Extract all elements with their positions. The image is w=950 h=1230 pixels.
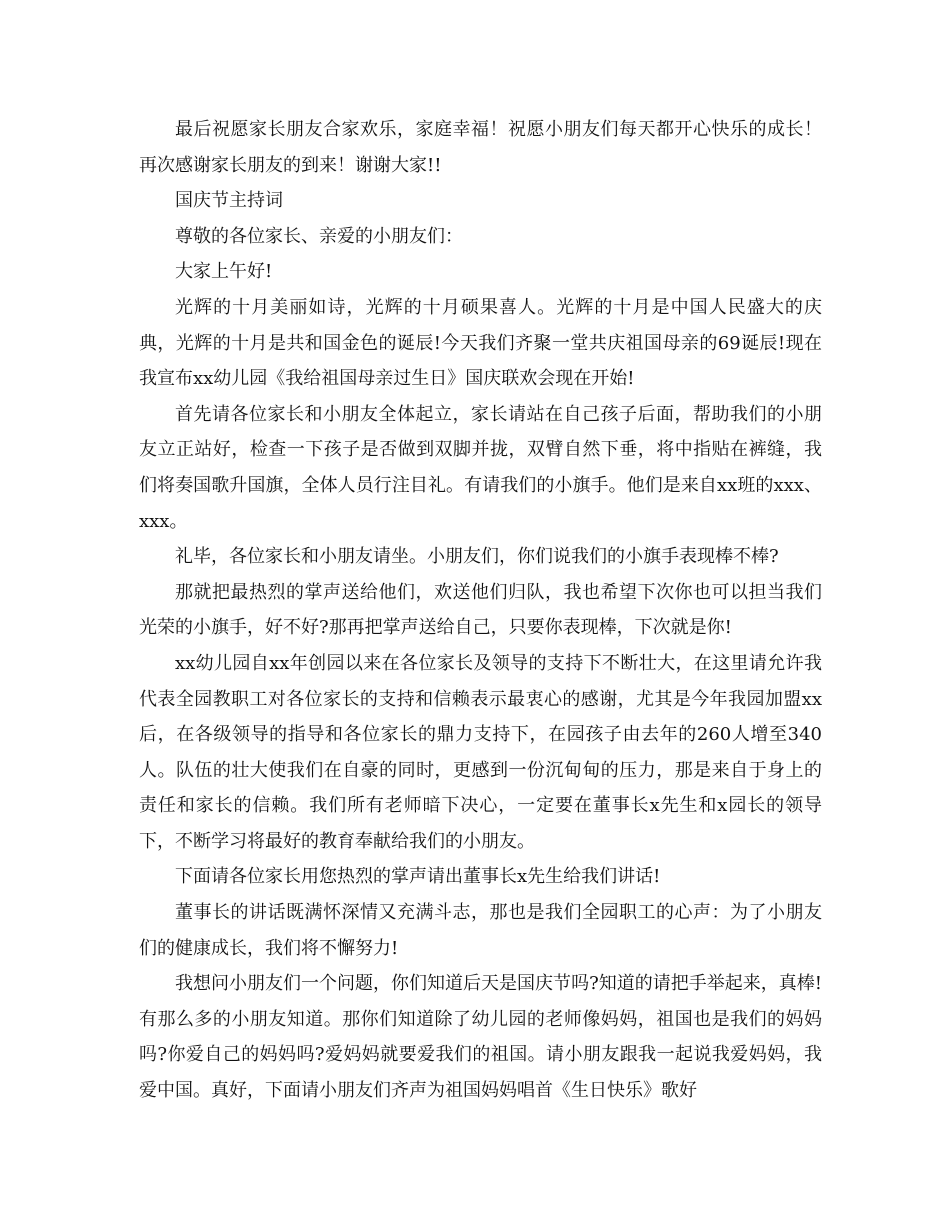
paragraph-chairman-speech: 董事长的讲话既满怀深情又充满斗志，那也是我们全园职工的心声：为了小朋友们的健康成长，我们将不懈努力! (139, 902, 822, 959)
paragraph-kindergarten-growth: xx幼儿园自xx年创园以来在各位家长及领导的支持下不断壮大，在这里请允许我代表全园教职工对各位家长的支持和信赖表示最衷心的感谢，尤其是今年我园加盟xx后，在各级领导的指导和各位家长的鼎力支持下，在园孩子由去年的260人增至340人。队伍的壮大使我们在自豪的同时，更感到一份沉甸甸的压力，那是来自于身上的责任和家长的信赖。我们所有老师暗下决心，一定要在董事长x先生和x园长的领导下，不断学习将最好的教育奉献给我们的小朋友。 (139, 652, 822, 852)
section-title: 国庆节主持词 (175, 190, 283, 212)
paragraph-closing-wishes: 最后祝愿家长朋友合家欢乐，家庭幸福！祝愿小朋友们每天都开心快乐的成长！再次感谢家长朋友的到来！谢谢大家!! (139, 119, 822, 176)
paragraph-flag-ceremony: 首先请各位家长和小朋友全体起立，家长请站在自己孩子后面，帮助我们的小朋友立正站好，检查一下孩子是否做到双脚并拢，双臂自然下垂，将中指贴在裤缝，我们将奏国歌升国旗，全体人员行注目礼。有请我们的小旗手。他们是来自xx班的xxx、xxx。 (139, 403, 822, 532)
paragraph-applause: 那就把最热烈的掌声送给他们，欢送他们归队，我也希望下次你也可以担当我们光荣的小旗手，好不好?那再把掌声送给自己，只要你表现棒，下次就是你! (139, 581, 822, 639)
paragraph-chairman-invite: 下面请各位家长用您热烈的掌声请出董事长x先生给我们讲话! (175, 866, 661, 888)
paragraph-question-children: 我想问小朋友们一个问题，你们知道后天是国庆节吗?知道的请把手举起来，真棒!有那么多的小朋友知道。那你们知道除了幼儿园的老师像妈妈，祖国也是我们的妈妈吗?你爱自己的妈妈吗?爱妈妈就要爱我们的祖国。请小朋友跟我一起说我爱妈妈，我爱中国。真好，下面请小朋友们齐声为祖国妈妈唱首《生日快乐》歌好 (139, 973, 822, 1102)
document-body (139, 112, 822, 1109)
paragraph-salutation: 尊敬的各位家长、亲爱的小朋友们： (175, 225, 463, 247)
paragraph-opening: 光辉的十月美丽如诗，光辉的十月硕果喜人。光辉的十月是中国人民盛大的庆典，光辉的十月是共和国金色的诞辰!今天我们齐聚一堂共庆祖国母亲的69诞辰!现在我宣布xx幼儿园《我给祖国母亲过生日》国庆联欢会现在开始! (139, 296, 822, 390)
paragraph-be-seated: 礼毕，各位家长和小朋友请坐。小朋友们，你们说我们的小旗手表现棒不棒? (175, 546, 779, 568)
paragraph-greeting: 大家上午好! (175, 261, 273, 283)
